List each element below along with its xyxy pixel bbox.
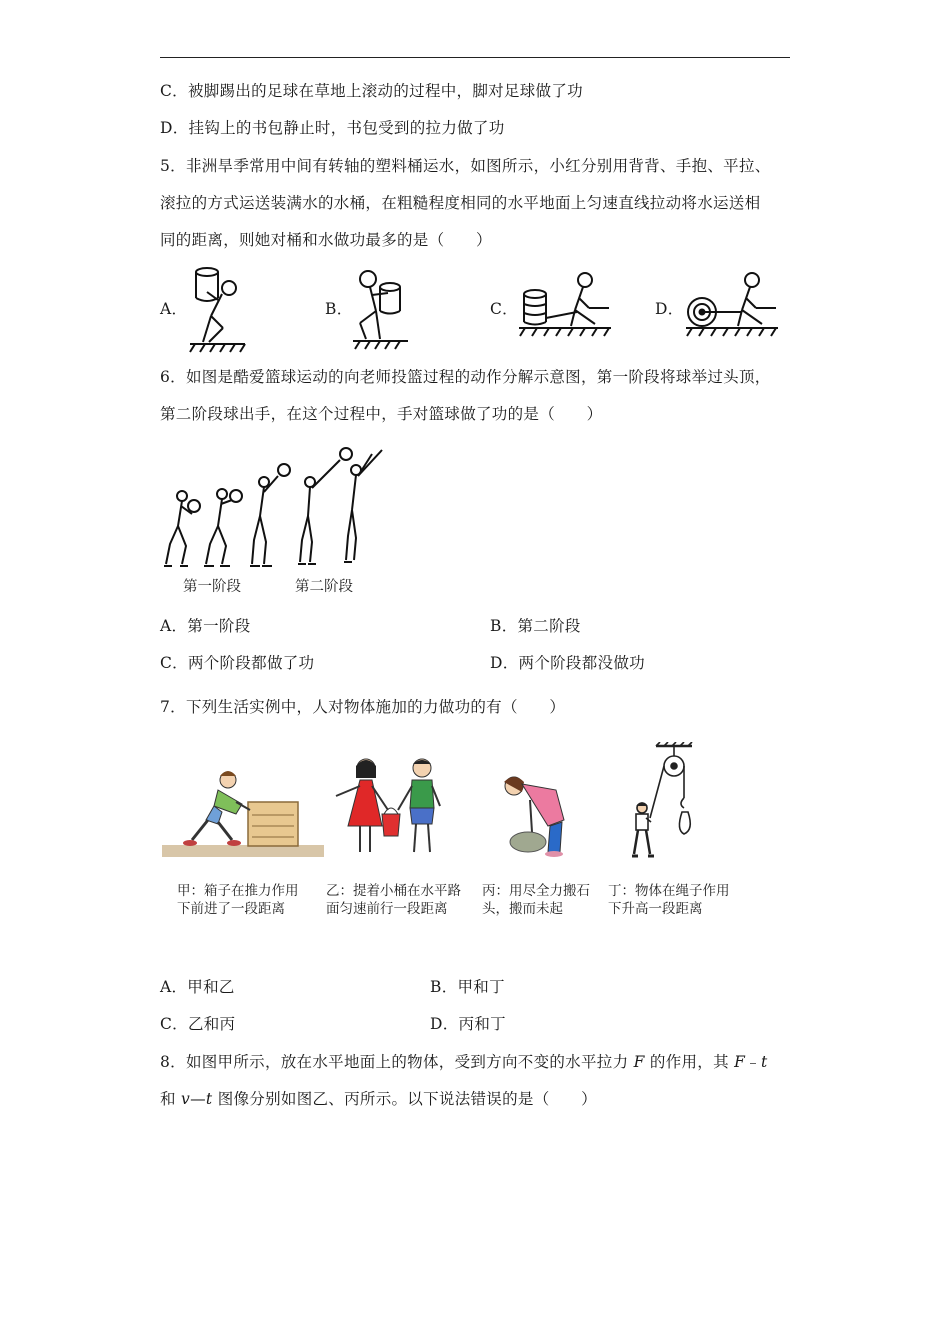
q5-figure-a-back-carry	[185, 262, 250, 354]
q6-stem-line1: 6．如图是酷爱篮球运动的向老师投篮过程的动作分解示意图，第一阶段将球举过头顶，	[160, 368, 771, 386]
q7-caption-yi-line2: 面匀速前行一段距离	[326, 901, 448, 917]
q7-option-c[interactable]: C．乙和丙	[160, 1015, 236, 1033]
q5-stem-line2: 滚拉的方式运送装满水的水桶，在粗糙程度相同的水平地面上匀速直线拉动将水运送相	[160, 194, 761, 212]
q8-stem-line2: 和 v—t 图像分别如图乙、丙所示。以下说法错误的是（ ）	[160, 1090, 597, 1108]
q6-basketball-sequence	[160, 444, 395, 574]
q7-caption-jia-line2: 下前进了一段距离	[177, 901, 285, 917]
q7-caption-yi-line1: 乙：提着小桶在水平路	[326, 883, 461, 899]
header-rule	[160, 57, 790, 58]
q7-caption-bing-line1: 丙：用尽全力搬石	[482, 883, 590, 899]
q6-option-a[interactable]: A．第一阶段	[160, 617, 251, 635]
q7-option-b[interactable]: B．甲和丁	[430, 978, 505, 996]
q5-label-c[interactable]: C．	[490, 300, 518, 318]
q4-option-c[interactable]: C．被脚踢出的足球在草地上滚动的过程中，脚对足球做了功	[160, 82, 583, 100]
q5-label-d[interactable]: D．	[655, 300, 684, 318]
q6-stem-line2: 第二阶段球出手，在这个过程中，手对篮球做了功的是（ ）	[160, 405, 603, 423]
q7-caption-bing-line2: 头，搬而未起	[482, 901, 563, 917]
q7-image-jia-push-box	[162, 760, 324, 860]
q7-caption-jia-line1: 甲：箱子在推力作用	[177, 883, 299, 899]
q5-figure-c-flat-drag	[515, 272, 615, 344]
q5-stem-line1: 5．非洲旱季常用中间有转轴的塑料桶运水，如图所示，小红分别用背背、手抱、平拉、	[160, 157, 771, 175]
q5-label-a[interactable]: A．	[160, 300, 188, 318]
q6-option-d[interactable]: D．两个阶段都没做功	[490, 654, 645, 672]
q6-option-c[interactable]: C．两个阶段都做了功	[160, 654, 315, 672]
q7-option-a[interactable]: A．甲和乙	[160, 978, 235, 996]
q7-image-ding-pulley	[626, 742, 706, 862]
q7-stem: 7．下列生活实例中，人对物体施加的力做功的有（ ）	[160, 698, 566, 716]
q7-image-yi-carry-bucket	[326, 752, 456, 867]
q7-caption-ding-line1: 丁：物体在绳子作用	[608, 883, 730, 899]
q6-stage2-caption: 第二阶段	[295, 579, 353, 595]
q5-figure-b-arm-hold	[348, 265, 413, 351]
q7-option-d[interactable]: D．丙和丁	[430, 1015, 506, 1033]
q6-stage1-caption: 第一阶段	[183, 579, 241, 595]
q7-caption-ding-line2: 下升高一段距离	[608, 901, 703, 917]
q8-stem-line1: 8．如图甲所示，放在水平地面上的物体，受到方向不变的水平拉力 F 的作用，其 F﹣t	[160, 1053, 768, 1071]
q5-label-b[interactable]: B．	[325, 300, 353, 318]
q7-image-bing-lift-stone	[492, 760, 576, 860]
q4-option-d[interactable]: D．挂钩上的书包静止时，书包受到的拉力做了功	[160, 119, 505, 137]
q5-figure-d-roll-drag	[682, 272, 782, 344]
q6-option-b[interactable]: B．第二阶段	[490, 617, 581, 635]
q5-stem-line3: 同的距离，则她对桶和水做功最多的是（ ）	[160, 231, 492, 249]
